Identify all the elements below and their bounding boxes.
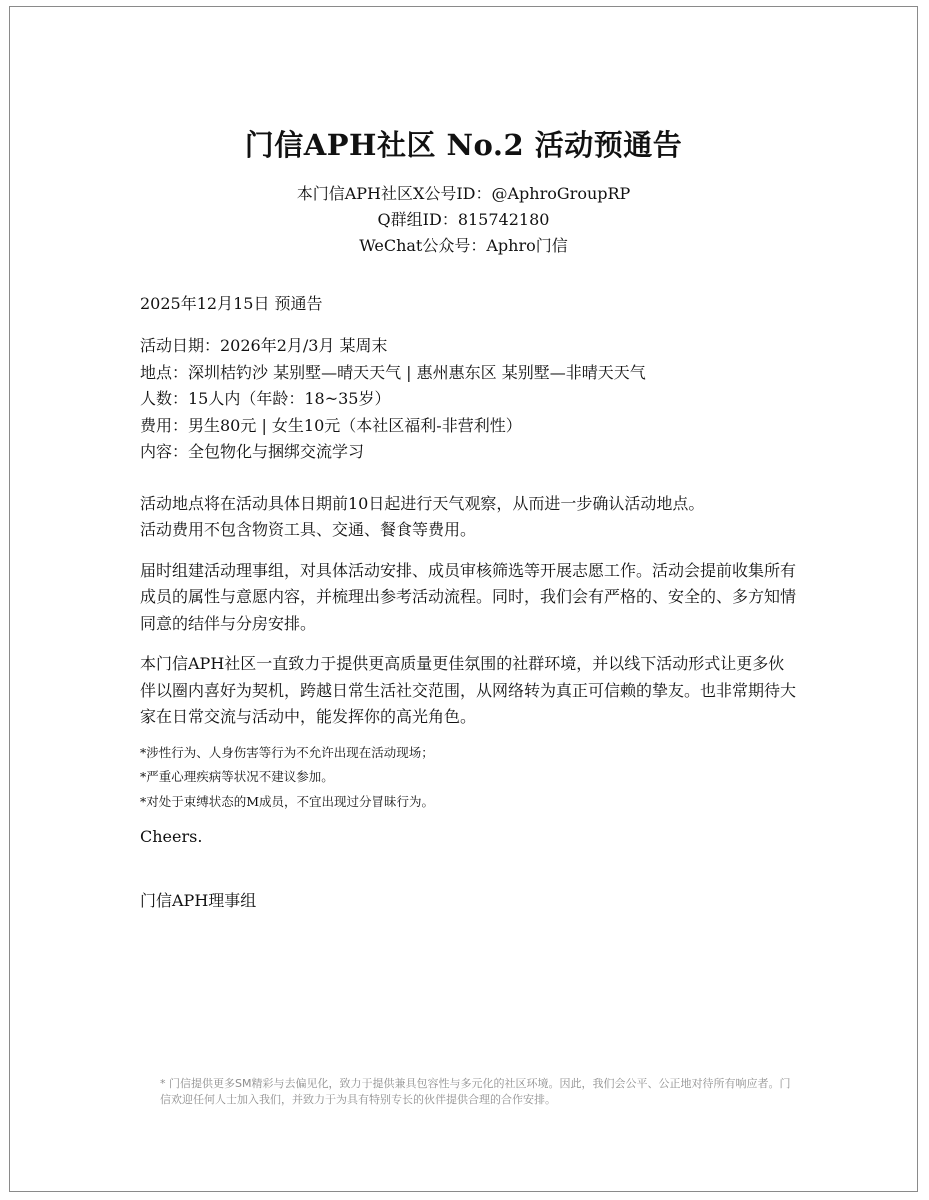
notice-body [140,291,800,914]
detail-capacity: 人数：15人内（年龄：18~35岁） [140,389,391,408]
wechat-account: WeChat公众号：Aphro门信 [359,236,568,255]
note-item: *涉性行为、人身伤害等行为不允许出现在活动现场； [140,744,434,760]
activity-details [140,333,800,466]
footer-disclaimer: * 门信提供更多SM精彩与去偏见化，致力于提供兼具包容性与多元化的社区环境。因此，我们会公平、公正地对待所有响应者。门信欢迎任何人士加入我们，并致力于为具有特别专长的伙伴提供合理的合作安排。 [160,1077,791,1106]
closing-greeting: Cheers. [140,827,203,846]
signature: 门信APH理事组 [140,891,257,910]
paragraph-organization: 届时组建活动理事组，对具体活动安排、成员审核筛选等开展志愿工作。活动会提前收集所有成员的属性与意愿内容，并梳理出参考活动流程。同时，我们会有严格的、安全的、多方知情同意的结伴与分房安排。 [140,560,797,633]
paragraph-fee-note: 活动费用不包含物资工具、交通、餐食等费用。 [140,520,477,539]
paragraph-location-note: 活动地点将在活动具体日期前10日起进行天气观察，从而进一步确认活动地点。 [140,493,705,513]
detail-activity-date: 活动日期：2026年2月/3月 某周末 [140,336,388,355]
notice-title: 门信APH社区 No.2 活动预通告 [244,128,683,162]
notice-page [9,6,918,1192]
note-item: *严重心理疾病等状况不建议参加。 [140,769,334,784]
announcement-date: 2025年12月15日 预通告 [140,294,323,313]
detail-fee: 费用：男生80元 | 女生10元（本社区福利-非营利性） [140,415,522,435]
paragraph-community: 本门信APH社区一直致力于提供更高质量更佳氛围的社群环境，并以线下活动形式让更多伙伴以圈内喜好为契机，跨越日常生活社交范围，从网络转为真正可信赖的挚友。也非常期待大家在日常交流与活动中，能发挥你的高光角色。 [140,654,797,726]
contact-info [10,181,917,259]
detail-location: 地点：深圳桔钓沙 某别墅—晴天天气 | 惠州惠东区 某别墅—非晴天天气 [140,362,646,382]
qq-group-id: Q群组ID：815742180 [377,210,550,229]
note-item: *对处于束缚状态的M成员，不宜出现过分冒昧行为。 [140,793,435,809]
rules-notes [140,741,800,815]
detail-content: 内容：全包物化与捆绑交流学习 [140,442,365,461]
x-account-id: 本门信APH社区X公号ID：@AphroGroupRP [296,184,631,203]
